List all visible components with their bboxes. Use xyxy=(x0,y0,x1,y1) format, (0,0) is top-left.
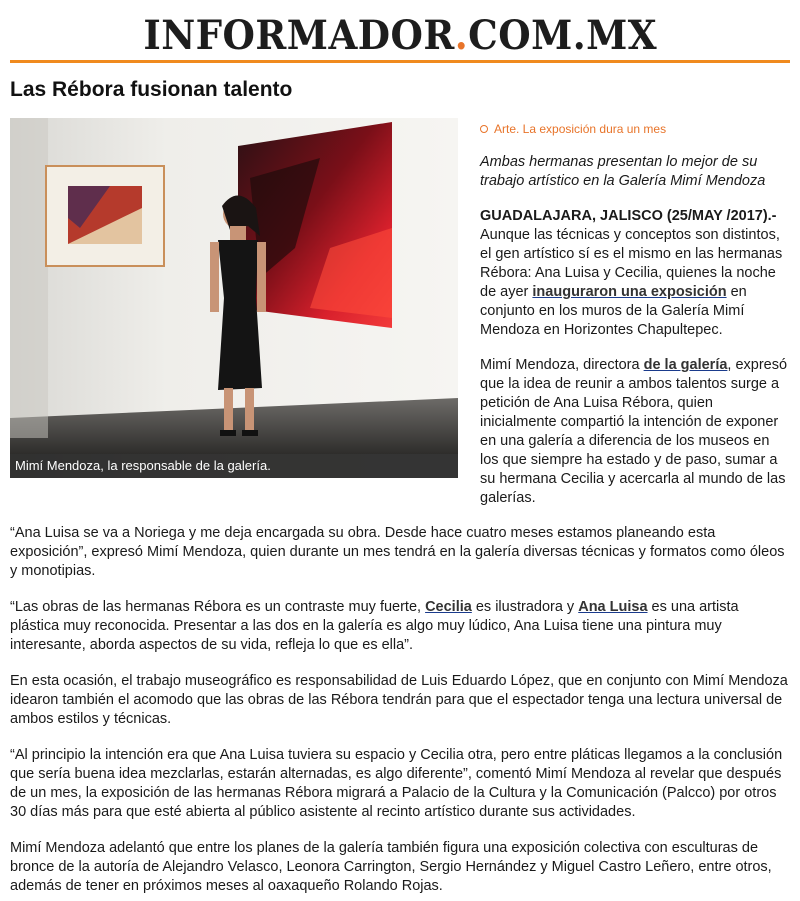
article-title: Las Rébora fusionan talento xyxy=(10,78,293,101)
paragraph-4: “Las obras de las hermanas Rébora es un contraste muy fuerte, Cecilia es ilustradora y Ana Luisa es una artista plástica muy reconocida. Presentar a las dos en la galería es algo muy lúdico, Ana Luisa tiene una pintura muy interesante, aborda aspectos de su vida, refleja lo que es ella”. xyxy=(10,599,739,653)
photo-caption: Mimí Mendoza, la responsable de la galería. xyxy=(10,454,458,478)
masthead xyxy=(0,14,800,58)
link-de-la-galeria[interactable]: de la galería xyxy=(643,357,728,373)
section-tag-label: Arte. La exposición dura un mes xyxy=(494,122,667,136)
link-ana-luisa[interactable]: Ana Luisa xyxy=(578,599,648,615)
dateline: GUADALAJARA, JALISCO (25/MAY /2017).- xyxy=(480,208,777,224)
paragraph-2: Mimí Mendoza, directora de la galería, expresó que la idea de reunir a ambos talentos surge a petición de Ana Luisa Rébora, quien inicialmente compartió la intención de exponer en una galería a diferencia de los museos en los que siempre ha estado y de paso, sumar a su hermana Cecilia y acercarla al mundo de las galerías. xyxy=(480,357,788,506)
article-photo xyxy=(10,118,458,478)
circle-bullet-icon xyxy=(480,125,488,133)
article-body xyxy=(10,524,790,901)
link-cecilia[interactable]: Cecilia xyxy=(425,599,472,615)
paragraph-3: “Ana Luisa se va a Noriega y me deja encargada su obra. Desde hace cuatro meses estamos planeando esta exposición”, expresó Mimí Mendoza, quien durante un mes tendrá en la galería diversas técnicas y formatos como óleos y monotipias. xyxy=(10,525,785,579)
sidebar-column xyxy=(480,118,790,508)
paragraph-7: Mimí Mendoza adelantó que entre los planes de la galería también figura una exposición colectiva con esculturas de bronce de la autoría de Alejandro Velasco, Leonora Carrington, Sergio Hernández y Miguel Castro Leñero, entre otros, además de tener en próximos meses al oaxaqueño Rolando Rojas. xyxy=(10,840,772,894)
site-logo[interactable]: INFORMADOR.COM.MX xyxy=(143,12,657,59)
gallery-photo-illustration xyxy=(10,118,458,478)
paragraph-5: En esta ocasión, el trabajo museográfico es responsabilidad de Luis Eduardo López, que en conjunto con Mimí Mendoza idearon también el acomodo que las obras de las Rébora tendrán para que el espectador tenga una lectura universal de ambos estilos y técnicas. xyxy=(10,673,788,727)
paragraph-6: “Al principio la intención era que Ana Luisa tuviera su espacio y Cecilia otra, pero entre pláticas llegamos a la conclusión que sería buena idea mezclarlas, estarán alternadas, es algo diferente”, comentó Mimí Mendoza al revelar que después de un mes, la exposición de las hermanas Rébora migrará a Palacio de la Cultura y la Comunicación (Palcco) por otros 30 días más para que esté abierta al público asistente al recinto artístico durante sus actividades. xyxy=(10,747,783,820)
article-deck: Ambas hermanas presentan lo mejor de su trabajo artístico en la Galería Mimí Mendoza xyxy=(480,154,766,189)
section-tag xyxy=(480,122,790,136)
masthead-rule xyxy=(10,60,790,63)
paragraph-1: GUADALAJARA, JALISCO (25/MAY /2017).- Aunque las técnicas y conceptos son distintos, el gen artístico sí es el mismo en las hermanas Rébora: Ana Luisa y Cecilia, quienes la noche de ayer inauguraron una exposición en conjunto en los muros de la Galería Mimí Mendoza en Horizontes Chapultepec. xyxy=(480,208,783,338)
link-inauguraron-exposicion[interactable]: inauguraron una exposición xyxy=(532,284,727,300)
